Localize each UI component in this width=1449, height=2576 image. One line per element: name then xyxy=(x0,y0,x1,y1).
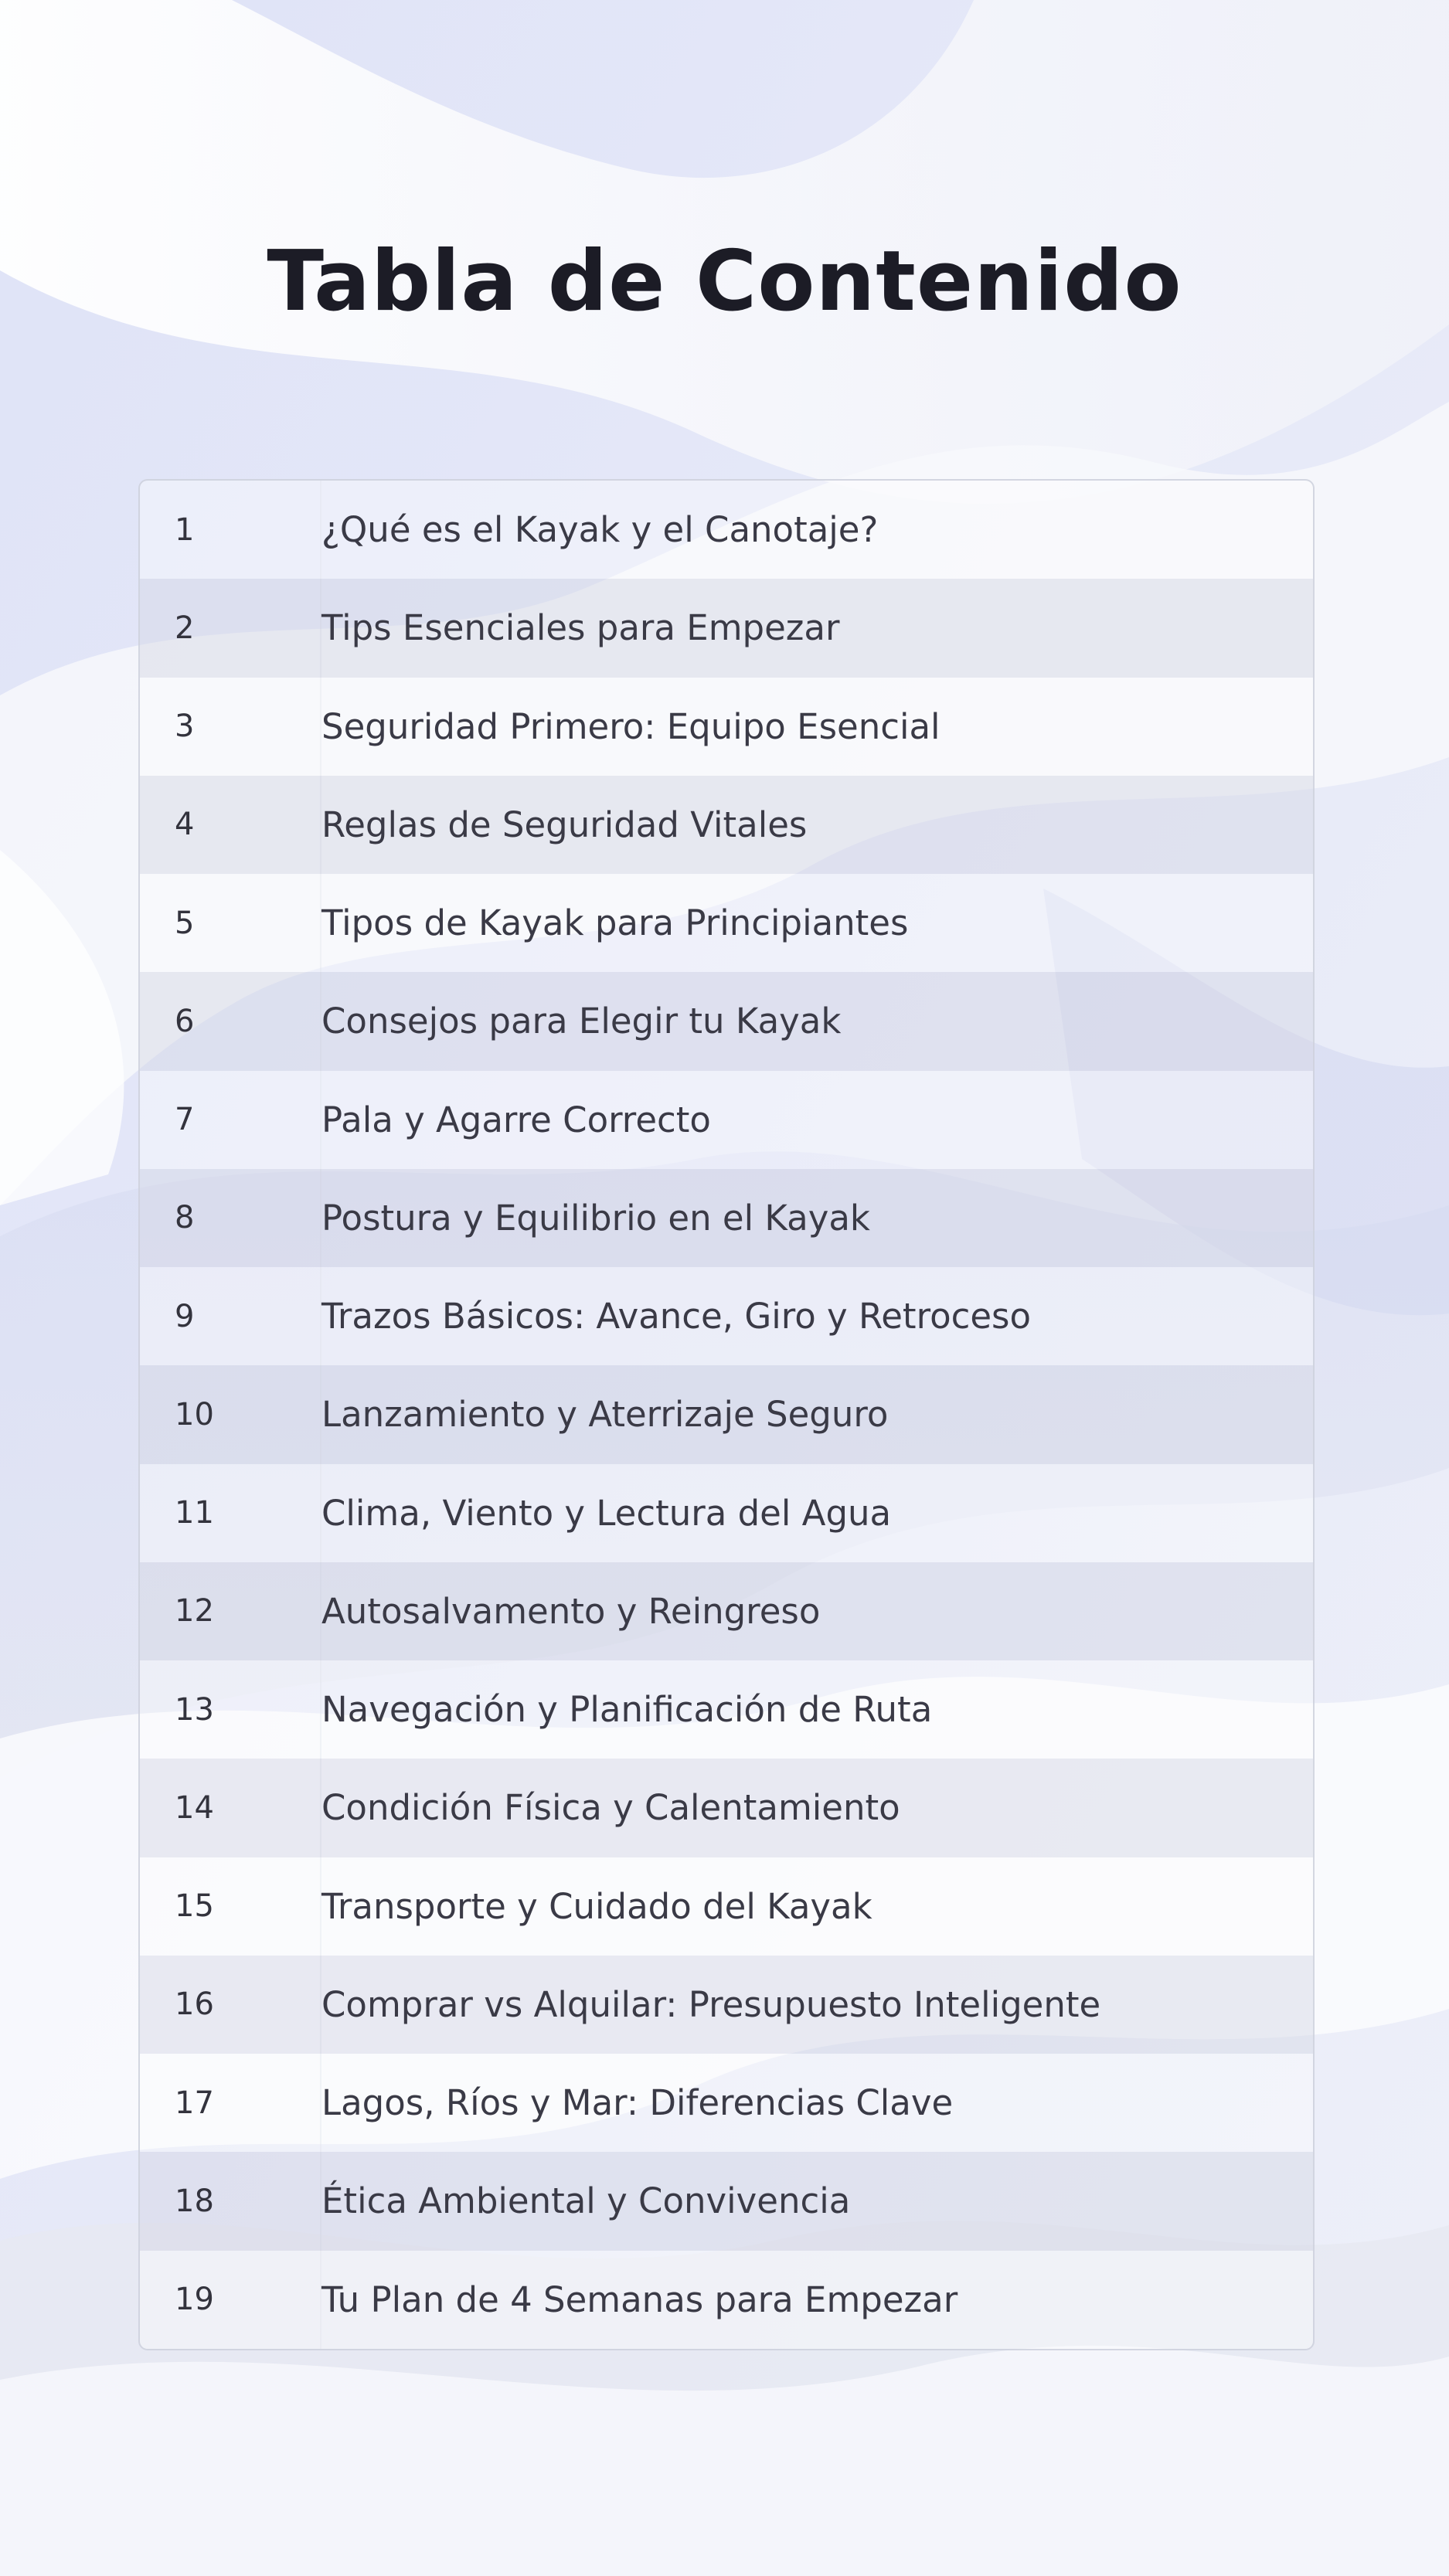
toc-entry-label: Clima, Viento y Lectura del Agua xyxy=(321,1492,892,1534)
toc-row[interactable] xyxy=(140,2251,1313,2349)
toc-entry-label: Lagos, Ríos y Mar: Diferencias Clave xyxy=(321,2082,954,2124)
toc-entry-number: 9 xyxy=(175,1298,195,1334)
toc-entry-label: Pala y Agarre Correcto xyxy=(321,1099,711,1140)
toc-entry-number: 6 xyxy=(175,1003,195,1039)
toc-entry-number: 2 xyxy=(175,610,195,646)
toc-entry-label: Postura y Equilibrio en el Kayak xyxy=(321,1197,870,1239)
toc-row[interactable] xyxy=(140,1267,1313,1365)
toc-entry-number: 3 xyxy=(175,709,195,745)
toc-entry-label: Lanzamiento y Aterrizaje Seguro xyxy=(321,1394,889,1436)
toc-row[interactable] xyxy=(140,1759,1313,1857)
toc-entry-label: Tips Esenciales para Empezar xyxy=(321,607,840,649)
toc-entry-label: Navegación y Planificación de Ruta xyxy=(321,1689,933,1731)
toc-entry-label: Autosalvamento y Reingreso xyxy=(321,1590,821,1632)
toc-row[interactable] xyxy=(140,1660,1313,1759)
toc-entry-number: 10 xyxy=(175,1396,214,1432)
toc-row[interactable] xyxy=(140,579,1313,677)
toc-row[interactable] xyxy=(140,2054,1313,2152)
toc-entry-label: Comprar vs Alquilar: Presupuesto Inteligente xyxy=(321,1983,1101,2025)
toc-entry-number: 16 xyxy=(175,1986,214,2023)
toc-entry-number: 14 xyxy=(175,1789,214,1826)
toc-entry-label: Seguridad Primero: Equipo Esencial xyxy=(321,705,940,747)
toc-entry-number: 5 xyxy=(175,905,195,941)
toc-entry-label: Transporte y Cuidado del Kayak xyxy=(321,1885,872,1927)
toc-entry-number: 19 xyxy=(175,2282,214,2318)
toc-row[interactable] xyxy=(140,678,1313,776)
toc-entry-number: 4 xyxy=(175,807,195,843)
toc-row[interactable] xyxy=(140,874,1313,972)
toc-entry-number: 7 xyxy=(175,1102,195,1138)
toc-table xyxy=(138,479,1315,2350)
toc-rows xyxy=(140,481,1313,2349)
page-title: Tabla de Contenido xyxy=(267,233,1182,330)
toc-entry-number: 18 xyxy=(175,2183,214,2219)
toc-entry-label: Tipos de Kayak para Principiantes xyxy=(321,902,909,944)
toc-row[interactable] xyxy=(140,481,1313,579)
toc-entry-number: 1 xyxy=(175,511,195,548)
toc-entry-label: ¿Qué es el Kayak y el Canotaje? xyxy=(321,509,879,551)
toc-entry-number: 15 xyxy=(175,1888,214,1925)
toc-row[interactable] xyxy=(140,1956,1313,2054)
toc-entry-label: Consejos para Elegir tu Kayak xyxy=(321,1001,842,1042)
toc-entry-label: Tu Plan de 4 Semanas para Empezar xyxy=(321,2279,958,2320)
toc-entry-number: 17 xyxy=(175,2085,214,2121)
toc-entry-label: Ética Ambiental y Convivencia xyxy=(321,2180,851,2222)
toc-entry-label: Trazos Básicos: Avance, Giro y Retroceso xyxy=(321,1296,1032,1337)
toc-row[interactable] xyxy=(140,2152,1313,2250)
toc-entry-number: 13 xyxy=(175,1691,214,1728)
toc-row[interactable] xyxy=(140,1857,1313,1956)
toc-row[interactable] xyxy=(140,776,1313,874)
toc-row[interactable] xyxy=(140,1562,1313,1660)
toc-row[interactable] xyxy=(140,1169,1313,1267)
toc-entry-label: Reglas de Seguridad Vitales xyxy=(321,804,808,845)
toc-row[interactable] xyxy=(140,1464,1313,1562)
toc-entry-number: 12 xyxy=(175,1593,214,1630)
toc-row[interactable] xyxy=(140,1365,1313,1463)
toc-entry-number: 8 xyxy=(175,1200,195,1236)
toc-entry-number: 11 xyxy=(175,1495,214,1531)
toc-row[interactable] xyxy=(140,972,1313,1070)
toc-row[interactable] xyxy=(140,1071,1313,1169)
toc-entry-label: Condición Física y Calentamiento xyxy=(321,1787,900,1829)
